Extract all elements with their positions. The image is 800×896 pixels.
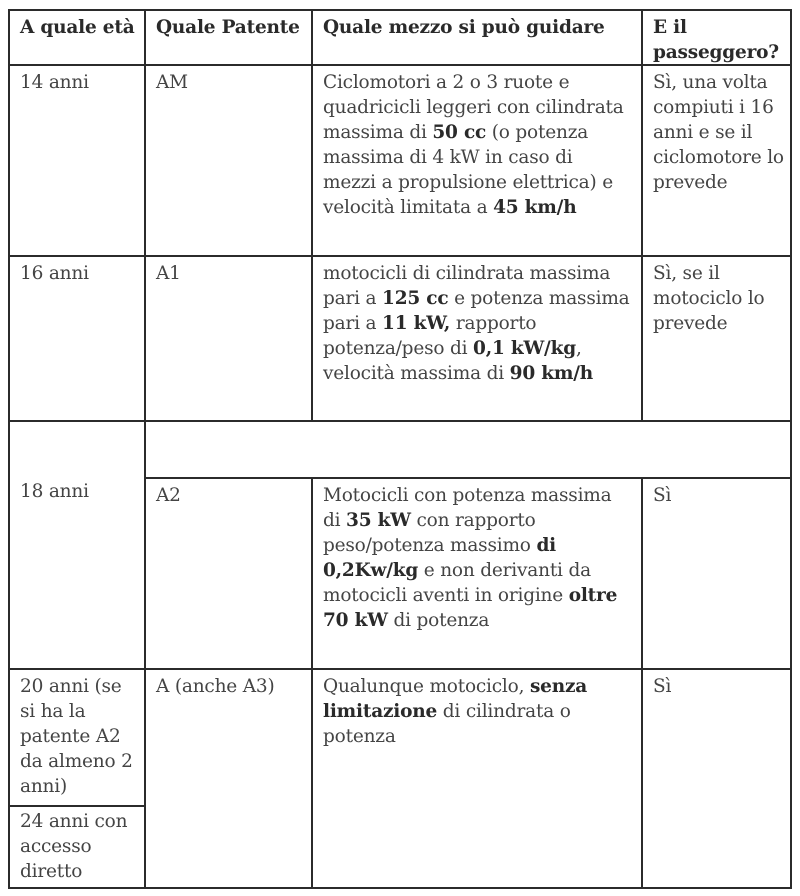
- text: Motocicli con potenza massima di: [323, 485, 612, 531]
- text: rapporto potenza/peso di: [323, 313, 537, 359]
- row-passenger: Sì, se il motociclo lo prevede: [653, 263, 765, 334]
- text: , velocità massima di: [323, 338, 582, 384]
- bold-text: 45 km/h: [493, 197, 577, 218]
- row-passenger: Sì, una volta compiuti i 16 anni e se il ciclomotore lo prevede: [653, 72, 784, 193]
- row-age-alt: 24 anni con accesso diretto: [20, 811, 128, 882]
- header-passenger: E il passeggero?: [653, 17, 779, 63]
- text: di potenza: [387, 610, 490, 631]
- bold-text: 50 cc: [432, 122, 487, 143]
- row-divider: [8, 420, 792, 422]
- text: (o potenza massima di 4 kW in caso di mezzi a propulsione elettrica) e velocità limitata a: [323, 122, 613, 218]
- text: Ciclomotori a 2 o 3 ruote e quadricicli leggeri con cilindrata massima di: [323, 72, 624, 143]
- text: e potenza massima pari a: [323, 288, 630, 334]
- text: motocicli di cilindrata massima pari a: [323, 263, 611, 309]
- row-vehicle: [313, 66, 631, 220]
- bold-text: 11 kW,: [382, 313, 451, 334]
- row-license: A2: [156, 485, 181, 506]
- row-age: 16 anni: [20, 263, 89, 284]
- header-license: Quale Patente: [156, 17, 300, 38]
- row-license: A (anche A3): [156, 676, 275, 697]
- bold-text: 35 kW: [346, 510, 411, 531]
- row-vehicle: [313, 670, 631, 749]
- bold-text: 90 km/h: [509, 363, 594, 384]
- header-vehicle: Quale mezzo si può guidare: [323, 17, 605, 38]
- text: con rapporto peso/potenza massimo: [323, 510, 537, 556]
- header-age: A quale età: [20, 17, 135, 38]
- row-passenger: Sì: [653, 676, 672, 697]
- bold-text: 0,1 kW/kg: [473, 338, 576, 359]
- row-age: 20 anni (se si ha la patente A2 da almeno 2 anni): [20, 676, 133, 797]
- bold-text: di 0,2Kw/kg: [323, 535, 557, 581]
- row-vehicle: [313, 479, 631, 633]
- row-passenger: Sì: [653, 485, 672, 506]
- row-age: 18 anni: [20, 481, 89, 502]
- row-license: A1: [156, 263, 181, 284]
- column-divider: [144, 9, 146, 889]
- text: di cilindrata o potenza: [323, 701, 571, 747]
- text: e non derivanti da motocicli aventi in origine: [323, 560, 591, 606]
- row-age: 14 anni: [20, 72, 89, 93]
- row-vehicle: [313, 257, 631, 386]
- row-license: AM: [156, 72, 188, 93]
- bold-text: 125 cc: [382, 288, 449, 309]
- bold-text: senza limitazione: [323, 676, 588, 722]
- text: Qualunque motociclo,: [323, 676, 530, 697]
- bold-text: oltre 70 kW: [323, 585, 618, 631]
